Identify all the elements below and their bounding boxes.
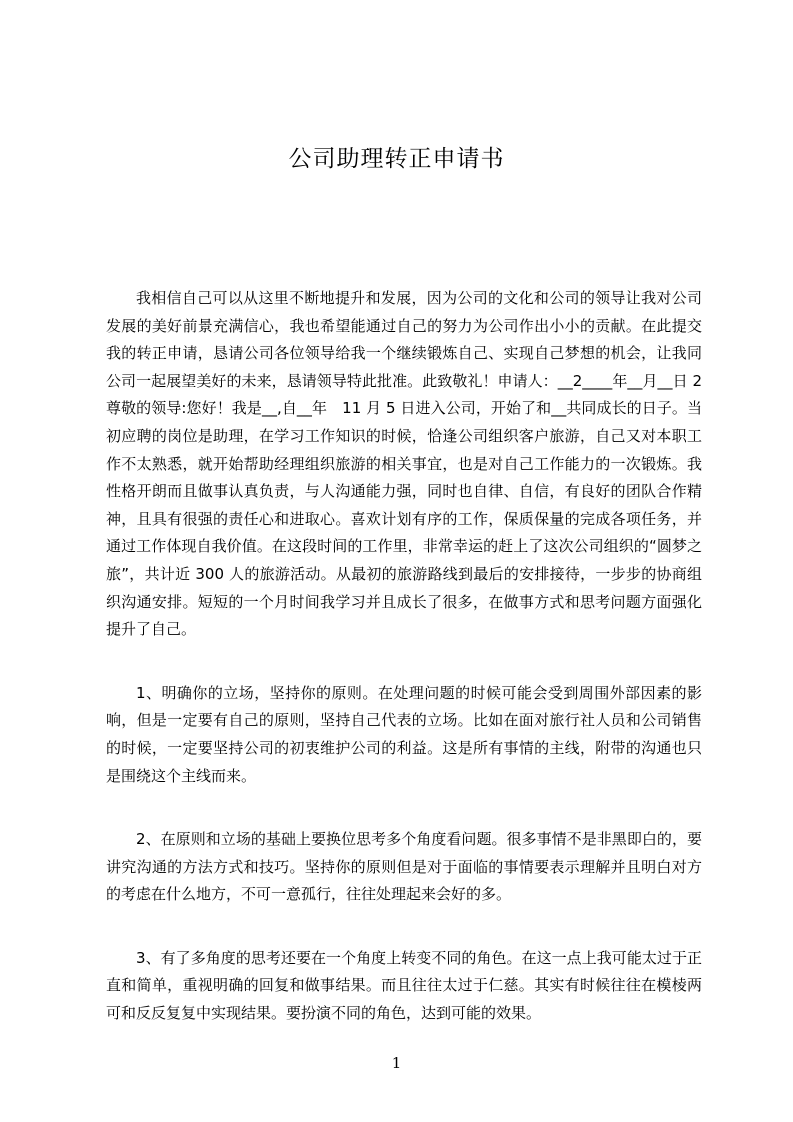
- document-body: [106, 285, 702, 1064]
- paragraph-point-3: 3、有了多角度的思考还要在一个角度上转变不同的角色。在这一点上我可能太过于正直和简单，重视明确的回复和做事结果。而且往往太过于仁慈。其实有时候往往在模棱两可和反反复复中实现结果。要扮演不同的角色，达到可能的效果。: [106, 948, 702, 1023]
- paragraph-intro: 我相信自己可以从这里不断地提升和发展，因为公司的文化和公司的领导让我对公司发展的美好前景充满信心，我也希望能通过自己的努力为公司作出小小的贡献。在此提交我的转正申请，恳请公司各位领导给我一个继续锻炼自己、实现自己梦想的机会，让我同公司一起展望美好的未来，恳请领导特此批准。此致敬礼！申请人：__2____年__月__日 2 尊敬的领导:您好！我是__,自__年 11 月 5 日进入公司，开始了和__共同成长的日子。当初应聘的岗位是助理，在学习工作知识的时候，恰逢公司组织客户旅游，自己又对本职工作不太熟悉，就开始帮助经理组织旅游的相关事宜，也是对自己工作能力的一次锻炼。我性格开朗而且做事认真负责，与人沟通能力强，同时也自律、自信，有良好的团队合作精神，且具有很强的责任心和进取心。喜欢计划有序的工作，保质保量的完成各项任务，并通过工作体现自我价值。在这段时间的工作里，非常幸运的赶上了这次公司组织的“圆梦之旅”，共计近 300 人的旅游活动。从最初的旅游路线到最后的安排接待，一步步的协商组织沟通安排。短短的一个月时间我学习并且成长了很多，在做事方式和思考问题方面强化提升了自己。: [106, 289, 702, 639]
- document-title: 公司助理转正申请书: [288, 146, 505, 172]
- page-number: 1: [391, 1054, 402, 1072]
- paragraph-point-2: 2、在原则和立场的基础上要换位思考多个角度看问题。很多事情不是非黑即白的，要讲究沟通的方法方式和技巧。坚持你的原则但是对于面临的事情要表示理解并且明白对方的考虑在什么地方，不可一意孤行，往往处理起来会好的多。: [106, 830, 702, 904]
- paragraph-point-1: 1、明确你的立场，坚持你的原则。在处理问题的时候可能会受到周围外部因素的影响，但是一定要有自己的原则，坚持自己代表的立场。比如在面对旅行社人员和公司销售的时候，一定要坚持公司的初衷维护公司的利益。这是所有事情的主线，附带的沟通也只是围绕这个主线而来。: [106, 683, 702, 785]
